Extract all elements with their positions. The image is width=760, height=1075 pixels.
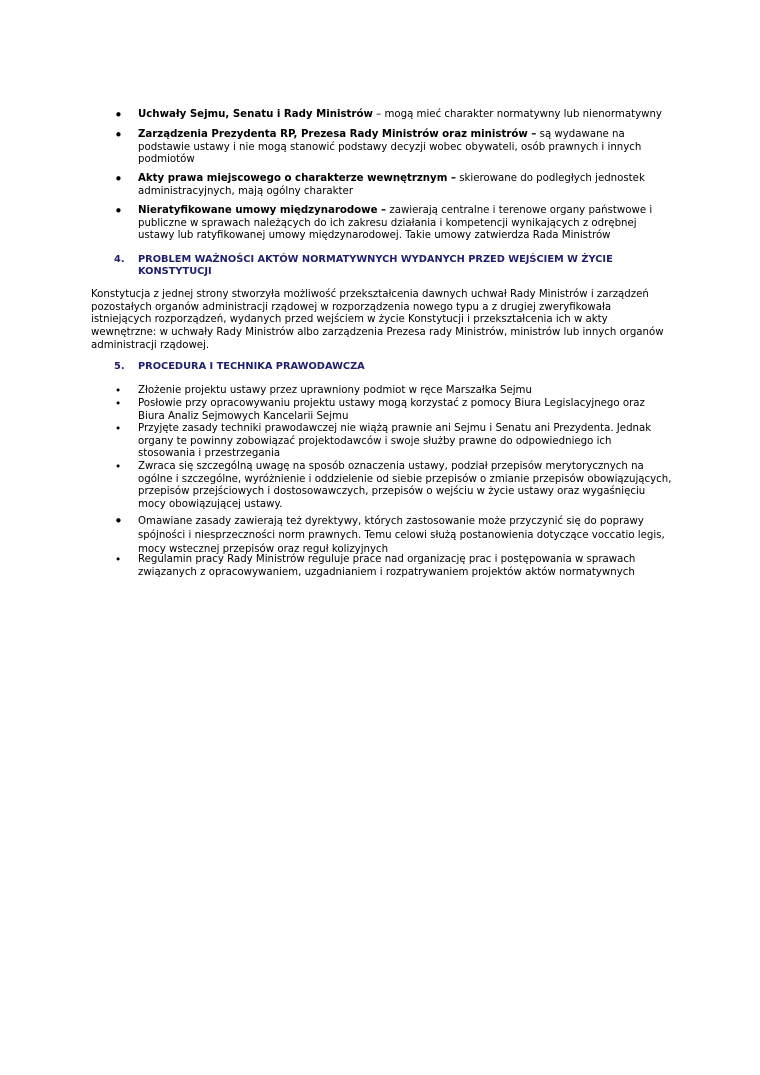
list-item xyxy=(138,129,653,167)
bullet-icon: • xyxy=(115,423,122,435)
list-item-text: – mogą mieć charakter normatywny lub nienormatywny xyxy=(372,109,662,120)
bullet-icon: • xyxy=(114,202,123,220)
bullet-icon: • xyxy=(114,106,123,124)
section-number: 5. xyxy=(114,361,125,372)
bullet-icon: • xyxy=(115,461,122,473)
list-item-bold: Akty prawa miejscowego o charakterze wewnętrznym – xyxy=(138,173,456,184)
bullet-icon: • xyxy=(115,385,122,397)
bullet-icon: • xyxy=(115,398,122,410)
list-item xyxy=(138,109,698,122)
section-title: PROBLEM WAŻNOŚCI AKTÓW NORMATYWNYCH WYDANYCH PRZED WEJŚCIEM W ŻYCIE KONSTYTUCJI xyxy=(138,254,613,277)
list-item: Posłowie przy opracowywaniu projektu ustawy mogą korzystać z pomocy Biura Legislacyjnego oraz Biura Analiz Sejmowych Kancelarii Sejmu xyxy=(138,398,645,422)
list-item-bold: Uchwały Sejmu, Senatu i Rady Ministrów xyxy=(138,109,373,120)
list-item-text: są wydawane na podstawie ustawy i nie mogą stanowić podstawy decyzji wobec obywateli, osób prawnych i innych podmiotów xyxy=(138,129,642,166)
bullet-icon: • xyxy=(114,512,123,530)
bullet-icon: • xyxy=(114,126,123,144)
bullet-icon: • xyxy=(115,554,122,566)
section-number: 4. xyxy=(114,254,125,265)
list-item xyxy=(138,205,665,243)
list-item-bold: Zarządzenia Prezydenta RP, Prezesa Rady Ministrów oraz ministrów – xyxy=(138,129,537,140)
list-item: Przyjęte zasady techniki prawodawczej nie wiążą prawnie ani Sejmu i Senatu ani Prezydenta. Jednak organy te powinny zobowiązać projektodawców i swoje służby prawne do odpowiedniego ich stosowania i przestrzegania xyxy=(138,423,652,460)
list-item-text: skierowane do podległych jednostek administracyjnych, mają ogólny charakter xyxy=(138,173,645,197)
list-item: Omawiane zasady zawierają też dyrektywy, których zastosowanie może przyczynić się do poprawy spójności i niesprzeczności norm prawnych. Temu celowi służą postanowienia dotyczące voccatio legis, mocy wstecznej przepisów oraz reguł kolizyjnych xyxy=(138,516,665,555)
bullet-icon: • xyxy=(114,170,123,188)
list-item: Złożenie projektu ustawy przez uprawniony podmiot w ręce Marszałka Sejmu xyxy=(138,385,532,396)
section-paragraph: Konstytucja z jednej strony stworzyła możliwość przekształcenia dawnych uchwał Rady Ministrów i zarządzeń pozostałych organów administracji rządowej w rozporządzenia nowego typu a z drugiej zweryfikowała istniejących rozporządzeń, wydanych przed wejściem w życie Konstytucji i przekształcenia ich w akty wewnętrzne: w uchwały Rady Ministrów albo zarządzenia Prezesa rady Ministrów, ministrów lub innych organów administracji rządowej. xyxy=(91,289,664,351)
list-item-text: zawierają centralne i terenowe organy państwowe i publiczne w sprawach należących do ich zakresu działania i kompetencji wynikających z odrębnej ustawy lub ratyfikowanej umowy międzynarodowej. Takie umowy zatwierdza Rada Ministrów xyxy=(138,205,653,242)
list-item: Regulamin pracy Rady Ministrów reguluje prace nad organizację prac i postępowania w sprawach związanych z opracowywaniem, uzgadnianiem i rozpatrywaniem projektów aktów normatywnych xyxy=(138,554,636,578)
list-item xyxy=(138,173,660,198)
section-title: PROCEDURA I TECHNIKA PRAWODAWCZA xyxy=(138,361,365,372)
list-item: Zwraca się szczególną uwagę na sposób oznaczenia ustawy, podział przepisów merytorycznych na ogólne i szczególne, wyróżnienie i oddzielenie od siebie przepisów o zmianie przepisów obowiązujących, przepisów przejściowych i dostosowawczych, przepisów o wejściu w życie ustawy oraz wygaśnięciu mocy obowiązującej ustawy. xyxy=(138,461,672,511)
list-item-bold: Nieratyfikowane umowy międzynarodowe – xyxy=(138,205,387,216)
